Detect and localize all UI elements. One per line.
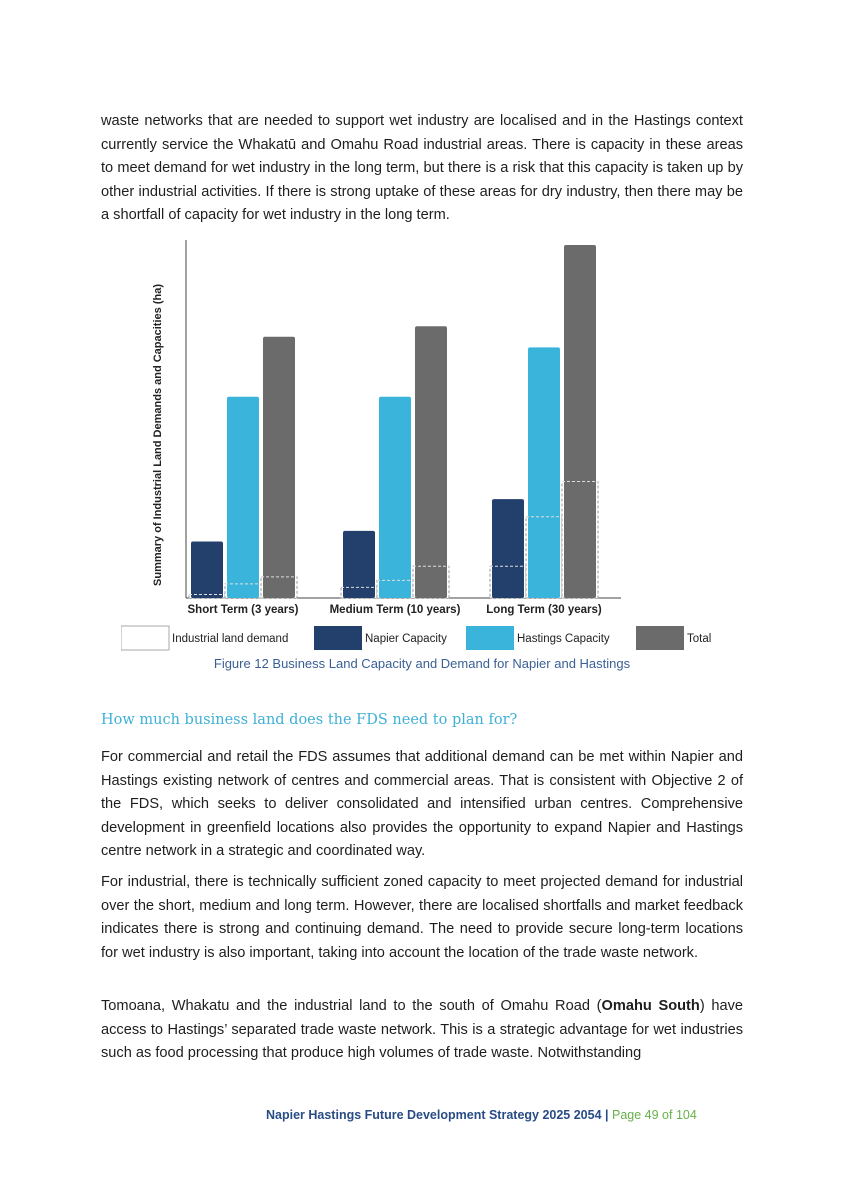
- bar-chart: [121, 240, 721, 654]
- paragraph-omahu-after: ) have access to Hastings’ separated trade waste network. This is a strategic advantage for wet industries such as food processing that produce high volumes of trade waste. Notwithstanding: [101, 998, 744, 1061]
- paragraph-omahu-before: Tomoana, Whakatu and the industrial land to the south of Omahu Road (: [101, 998, 602, 1014]
- bar-napier-capacity: [191, 542, 223, 598]
- bar-hastings-capacity: [227, 397, 259, 598]
- bar-hastings-capacity: [379, 397, 411, 598]
- paragraph-omahu: [101, 995, 743, 1066]
- y-axis-label: Summary of Industrial Land Demands and Capacities (ha): [152, 284, 164, 586]
- x-tick-label: Short Term (3 years): [187, 604, 299, 616]
- bar-total: [564, 245, 596, 598]
- legend-swatch: [466, 626, 514, 650]
- section-heading: How much business land does the FDS need to plan for?: [101, 712, 518, 728]
- legend-label: Industrial land demand: [172, 633, 289, 645]
- omahu-south-bold: Omahu South: [601, 998, 700, 1014]
- legend-swatch: [636, 626, 684, 650]
- x-tick-label: Medium Term (10 years): [329, 604, 461, 616]
- footer-page-number: Page 49 of 104: [612, 1108, 697, 1122]
- page-footer: [266, 1108, 697, 1122]
- bar-napier-capacity: [343, 531, 375, 598]
- chart-container: [121, 240, 721, 654]
- paragraph-commercial: For commercial and retail the FDS assumes that additional demand can be met within Napier and Hastings existing network of centres and commercial areas. That is consistent with Objective 2 of the FDS, which seeks to deliver consolidated and intensified urban centres. Comprehensive development in greenfield locations also provides the opportunity to expand Napier and Hastings centre network in a strategic and coordinated way.: [101, 749, 743, 859]
- footer-title: Napier Hastings Future Development Strategy 2025 2054: [266, 1108, 602, 1122]
- legend-swatch: [121, 626, 169, 650]
- legend-swatch: [314, 626, 362, 650]
- bar-napier-capacity: [492, 499, 524, 598]
- x-tick-label: Long Term (30 years): [486, 604, 602, 616]
- bar-total: [263, 337, 295, 598]
- figure-caption: Figure 12 Business Land Capacity and Demand for Napier and Hastings: [213, 656, 631, 671]
- legend-label: Hastings Capacity: [517, 633, 610, 645]
- footer-separator: |: [605, 1108, 609, 1122]
- legend-label: Total: [687, 633, 712, 645]
- bar-total: [415, 326, 447, 598]
- legend-label: Napier Capacity: [365, 633, 447, 645]
- intro-paragraph: waste networks that are needed to support wet industry are localised and in the Hastings context currently service the Whakatū and Omahu Road industrial areas. There is capacity in these areas to meet demand for wet industry in the long term, but there is a risk that this capacity is taken up by other industrial activities. If there is strong uptake of these areas for dry industry, then there may be a shortfall of capacity for wet industry in the long term.: [101, 113, 743, 223]
- bar-hastings-capacity: [528, 347, 560, 598]
- paragraph-industrial: For industrial, there is technically sufficient zoned capacity to meet projected demand for industrial over the short, medium and long term. However, there are localised shortfalls and market feedback indicates there is strong and continuing demand. The need to provide secure long-term locations for wet industry is also important, taking into account the location of the trade waste network.: [101, 874, 743, 961]
